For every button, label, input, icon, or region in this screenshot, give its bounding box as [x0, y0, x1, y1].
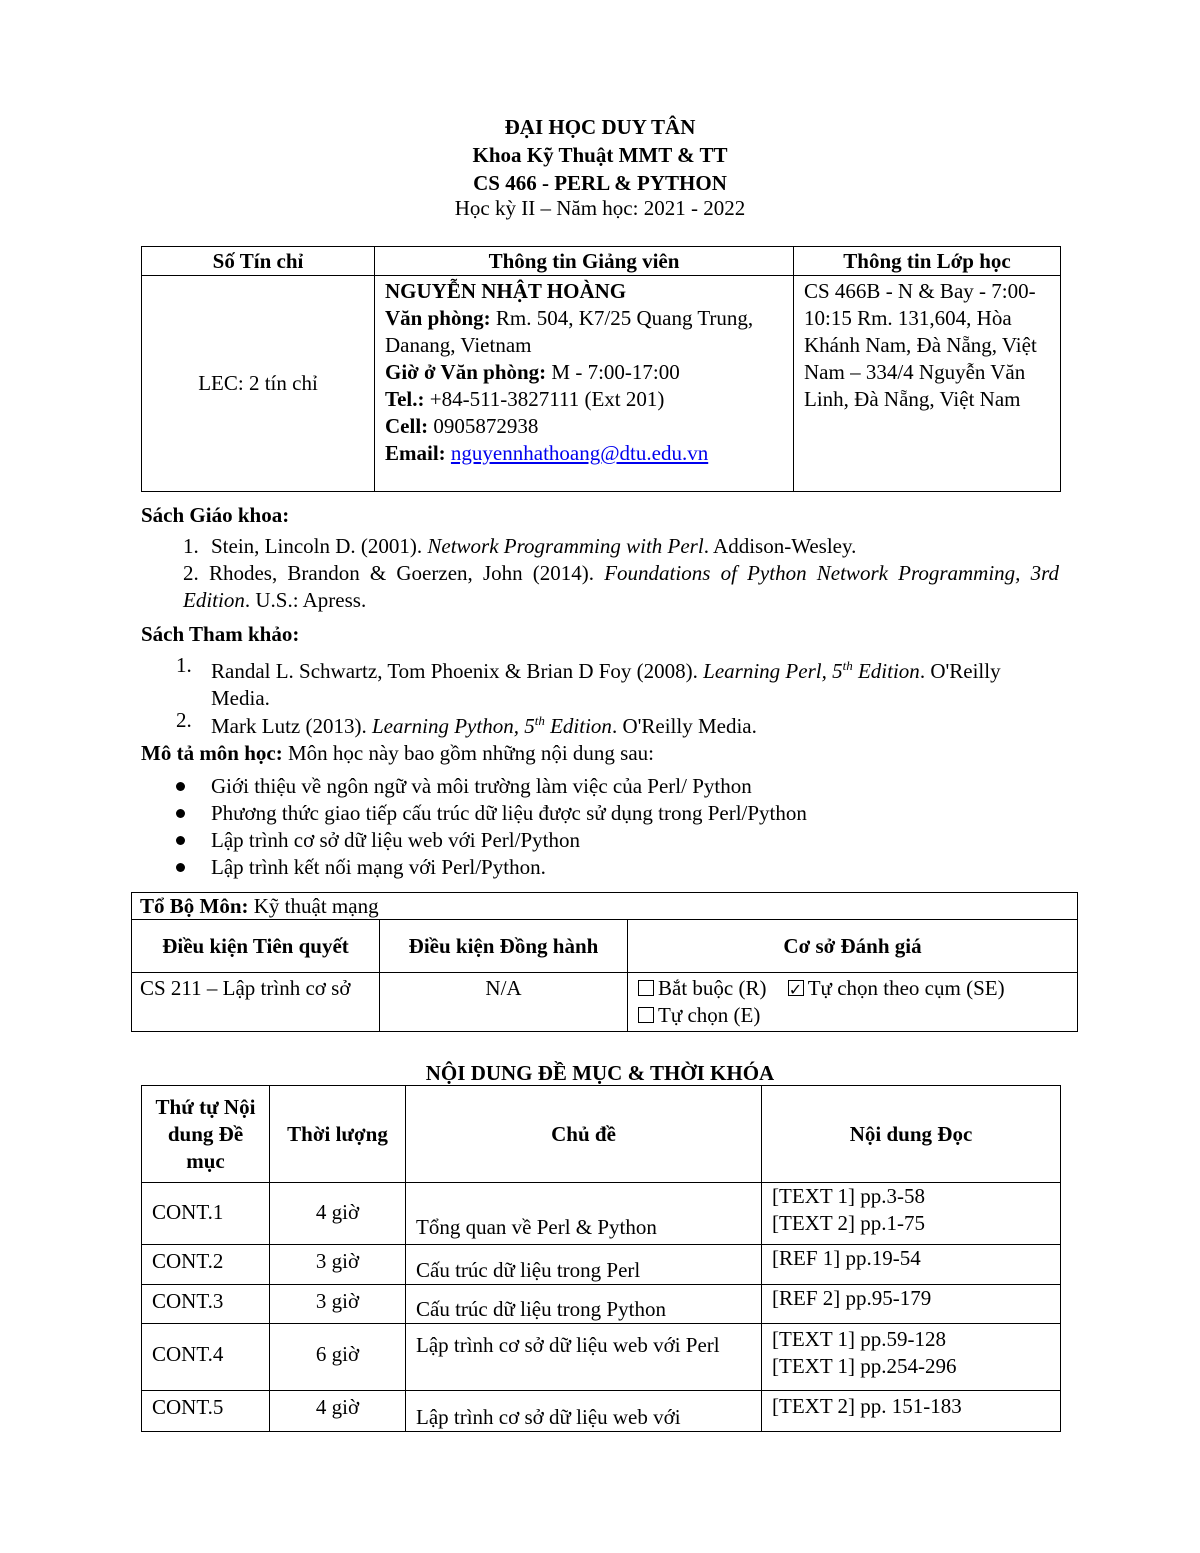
- checkbox-icon: [638, 980, 654, 996]
- bullet-item: [176, 773, 1056, 800]
- bullet-icon: [176, 836, 185, 845]
- order-header: Thứ tự Nội dung Đề mục: [142, 1086, 270, 1183]
- row-reading: [762, 1245, 1061, 1285]
- row-id: CONT.5: [142, 1391, 270, 1432]
- reading-line: [TEXT 2] pp. 151-183: [772, 1394, 962, 1418]
- table-row: [142, 1324, 1061, 1391]
- department-row: [132, 893, 1078, 920]
- textbook-publisher: . U.S.: Apress.: [244, 588, 367, 612]
- bullet-text: Lập trình kết nối mạng với Perl/Python.: [211, 855, 546, 879]
- department-value: Kỹ thuật mạng: [248, 894, 379, 918]
- hours-value: M - 7:00-17:00: [551, 360, 680, 384]
- reference-title-end: Edition: [544, 714, 612, 738]
- coreq-cell: [380, 973, 628, 1032]
- row-duration: 6 giờ: [270, 1324, 406, 1391]
- reading-line: [REF 2] pp.95-179: [772, 1286, 932, 1310]
- schedule-title: NỘI DUNG ĐỀ MỤC & THỜI KHÓA: [425, 1061, 775, 1085]
- university-name: ĐẠI HỌC DUY TÂN: [504, 115, 696, 139]
- bullet-text: Giới thiệu về ngôn ngữ và môi trường làm việc của Perl/ Python: [211, 774, 752, 798]
- credits-value: LEC: 2 tín chỉ: [198, 371, 318, 395]
- table-row: [142, 1285, 1061, 1324]
- bullet-icon: [176, 809, 185, 818]
- row-duration: 3 giờ: [270, 1245, 406, 1285]
- office-value: Rm. 504, K7/25 Quang Trung, Danang, Vietnam: [385, 306, 754, 357]
- bullet-icon: [176, 782, 185, 791]
- row-id: CONT.4: [142, 1324, 270, 1391]
- textbook-publisher: . Addison-Wesley.: [703, 534, 857, 558]
- textbook-title: Foundations of Python Network Programming, 3rd Edition: [183, 561, 1060, 612]
- office-label: Văn phòng:: [385, 306, 491, 330]
- term-line: Học kỳ II – Năm học: 2021 - 2022: [454, 196, 746, 220]
- bullet-item: [176, 854, 1056, 881]
- reference-publisher: . O'Reilly Media.: [211, 659, 1001, 710]
- bullet-text: Lập trình cơ sở dữ liệu web với Perl/Python: [211, 828, 580, 852]
- option-label: Tự chọn (E): [658, 1003, 761, 1027]
- class-header: Thông tin Lớp học: [794, 247, 1061, 276]
- row-id: CONT.1: [142, 1183, 270, 1245]
- bullet-item: [176, 800, 1056, 827]
- textbook-num: 1.: [183, 534, 199, 558]
- lecturer-name: NGUYỄN NHẬT HOÀNG: [385, 279, 627, 303]
- credits-header: Số Tín chỉ: [142, 247, 375, 276]
- course-title: CS 466 - PERL & PYTHON: [473, 171, 727, 195]
- lecturer-header: Thông tin Giảng viên: [375, 247, 794, 276]
- references-heading: Sách Tham khảo:: [141, 622, 300, 646]
- textbook-author: Stein, Lincoln D. (2001).: [211, 534, 428, 558]
- option-cluster-elective[interactable]: [788, 976, 1005, 1000]
- row-reading: [762, 1285, 1061, 1324]
- reference-author: Mark Lutz (2013).: [211, 714, 372, 738]
- reading-line: [TEXT 1] pp.3-58: [772, 1184, 925, 1208]
- topic-header: Chủ đề: [406, 1086, 762, 1183]
- row-topic: Cấu trúc dữ liệu trong Python: [406, 1285, 762, 1324]
- department-table: [131, 892, 1078, 1032]
- bullet-icon: [176, 863, 185, 872]
- textbook-num: 2.: [183, 561, 199, 585]
- coreq-value: N/A: [485, 976, 522, 1000]
- reference-item: [176, 707, 1060, 740]
- description-text: Môn học này bao gồm những nội dung sau:: [282, 741, 654, 765]
- class-cell: [794, 276, 1061, 492]
- table-row: [142, 1391, 1061, 1432]
- cell-value: 0905872938: [433, 414, 539, 438]
- row-reading: [762, 1324, 1061, 1391]
- option-label: Tự chọn theo cụm (SE): [807, 976, 1005, 1000]
- reference-num: 2.: [176, 708, 192, 732]
- reference-title: Learning Python, 5: [371, 714, 535, 738]
- page-header: [0, 113, 1200, 197]
- reading-header: Nội dung Đọc: [762, 1086, 1061, 1183]
- reference-title: Learning Perl, 5: [703, 659, 843, 683]
- prereq-cell: [132, 973, 380, 1032]
- reference-sup: th: [842, 658, 853, 673]
- row-reading: [762, 1183, 1061, 1245]
- prereq-value: CS 211 – Lập trình cơ sở: [140, 976, 351, 1000]
- prereq-header: Điều kiện Tiên quyết: [132, 920, 380, 973]
- class-info: CS 466B - N & Bay - 7:00-10:15 Rm. 131,604, Hòa Khánh Nam, Đà Nẵng, Việt Nam – 334/4 Nguyễn Văn Linh, Đà Nẵng, Việt Nam: [804, 279, 1037, 411]
- reference-num: 1.: [176, 653, 192, 677]
- option-label: Bắt buộc (R): [658, 976, 767, 1000]
- row-topic: Tổng quan về Perl & Python: [406, 1183, 762, 1245]
- reading-line: [REF 1] pp.19-54: [772, 1246, 921, 1270]
- reference-title-end: Edition: [852, 659, 920, 683]
- info-table: [141, 246, 1061, 492]
- reference-sup: th: [534, 713, 545, 728]
- tel-value: +84-511-3827111 (Ext 201): [429, 387, 665, 411]
- department-label: Tổ Bộ Môn:: [140, 894, 249, 918]
- row-id: CONT.2: [142, 1245, 270, 1285]
- description-bullets: [176, 773, 1056, 881]
- option-elective[interactable]: [638, 1003, 760, 1027]
- tel-label: Tel.:: [385, 387, 425, 411]
- reading-line: [TEXT 1] pp.254-296: [772, 1354, 957, 1378]
- email-label: Email:: [385, 441, 446, 465]
- reading-line: [TEXT 2] pp.1-75: [772, 1211, 925, 1235]
- row-id: CONT.3: [142, 1285, 270, 1324]
- email-link[interactable]: nguyennhathoang@dtu.edu.vn: [450, 441, 709, 465]
- textbook-item: [183, 533, 1059, 560]
- row-topic: Lập trình cơ sở dữ liệu web với Perl: [406, 1324, 762, 1391]
- option-required[interactable]: [638, 976, 766, 1000]
- hours-label: Giờ ở Văn phòng:: [385, 360, 547, 384]
- assessment-cell: [628, 973, 1078, 1032]
- reference-item: [176, 652, 1060, 712]
- course-description: [141, 740, 654, 767]
- row-duration: 4 giờ: [270, 1391, 406, 1432]
- bullet-item: [176, 827, 1056, 854]
- textbook-author: Rhodes, Brandon & Goerzen, John (2014).: [208, 561, 605, 585]
- bullet-text: Phương thức giao tiếp cấu trúc dữ liệu được sử dụng trong Perl/Python: [211, 801, 807, 825]
- reference-author: Randal L. Schwartz, Tom Phoenix & Brian D Foy (2008).: [211, 659, 704, 683]
- duration-header: Thời lượng: [270, 1086, 406, 1183]
- reference-publisher: . O'Reilly Media.: [611, 714, 757, 738]
- table-row: [142, 1245, 1061, 1285]
- row-topic: Cấu trúc dữ liệu trong Perl: [406, 1245, 762, 1285]
- checked-checkbox-icon: [788, 980, 804, 996]
- row-duration: 4 giờ: [270, 1183, 406, 1245]
- row-duration: 3 giờ: [270, 1285, 406, 1324]
- faculty-name: Khoa Kỹ Thuật MMT & TT: [472, 143, 728, 167]
- assessment-header: Cơ sở Đánh giá: [628, 920, 1078, 973]
- textbook-title: Network Programming with Perl: [427, 534, 704, 558]
- table-row: [142, 1183, 1061, 1245]
- textbook-item: [183, 560, 1059, 614]
- coreq-header: Điều kiện Đồng hành: [380, 920, 628, 973]
- cell-label: Cell:: [385, 414, 429, 438]
- description-label: Mô tả môn học:: [141, 741, 283, 765]
- row-reading: [762, 1391, 1061, 1432]
- reading-line: [TEXT 1] pp.59-128: [772, 1327, 946, 1351]
- lecturer-cell: [375, 276, 794, 492]
- checkbox-icon: [638, 1007, 654, 1023]
- row-topic: Lập trình cơ sở dữ liệu web với: [406, 1391, 762, 1432]
- schedule-table: [141, 1085, 1061, 1432]
- credits-cell: [142, 276, 375, 492]
- textbooks-heading: Sách Giáo khoa:: [141, 503, 290, 527]
